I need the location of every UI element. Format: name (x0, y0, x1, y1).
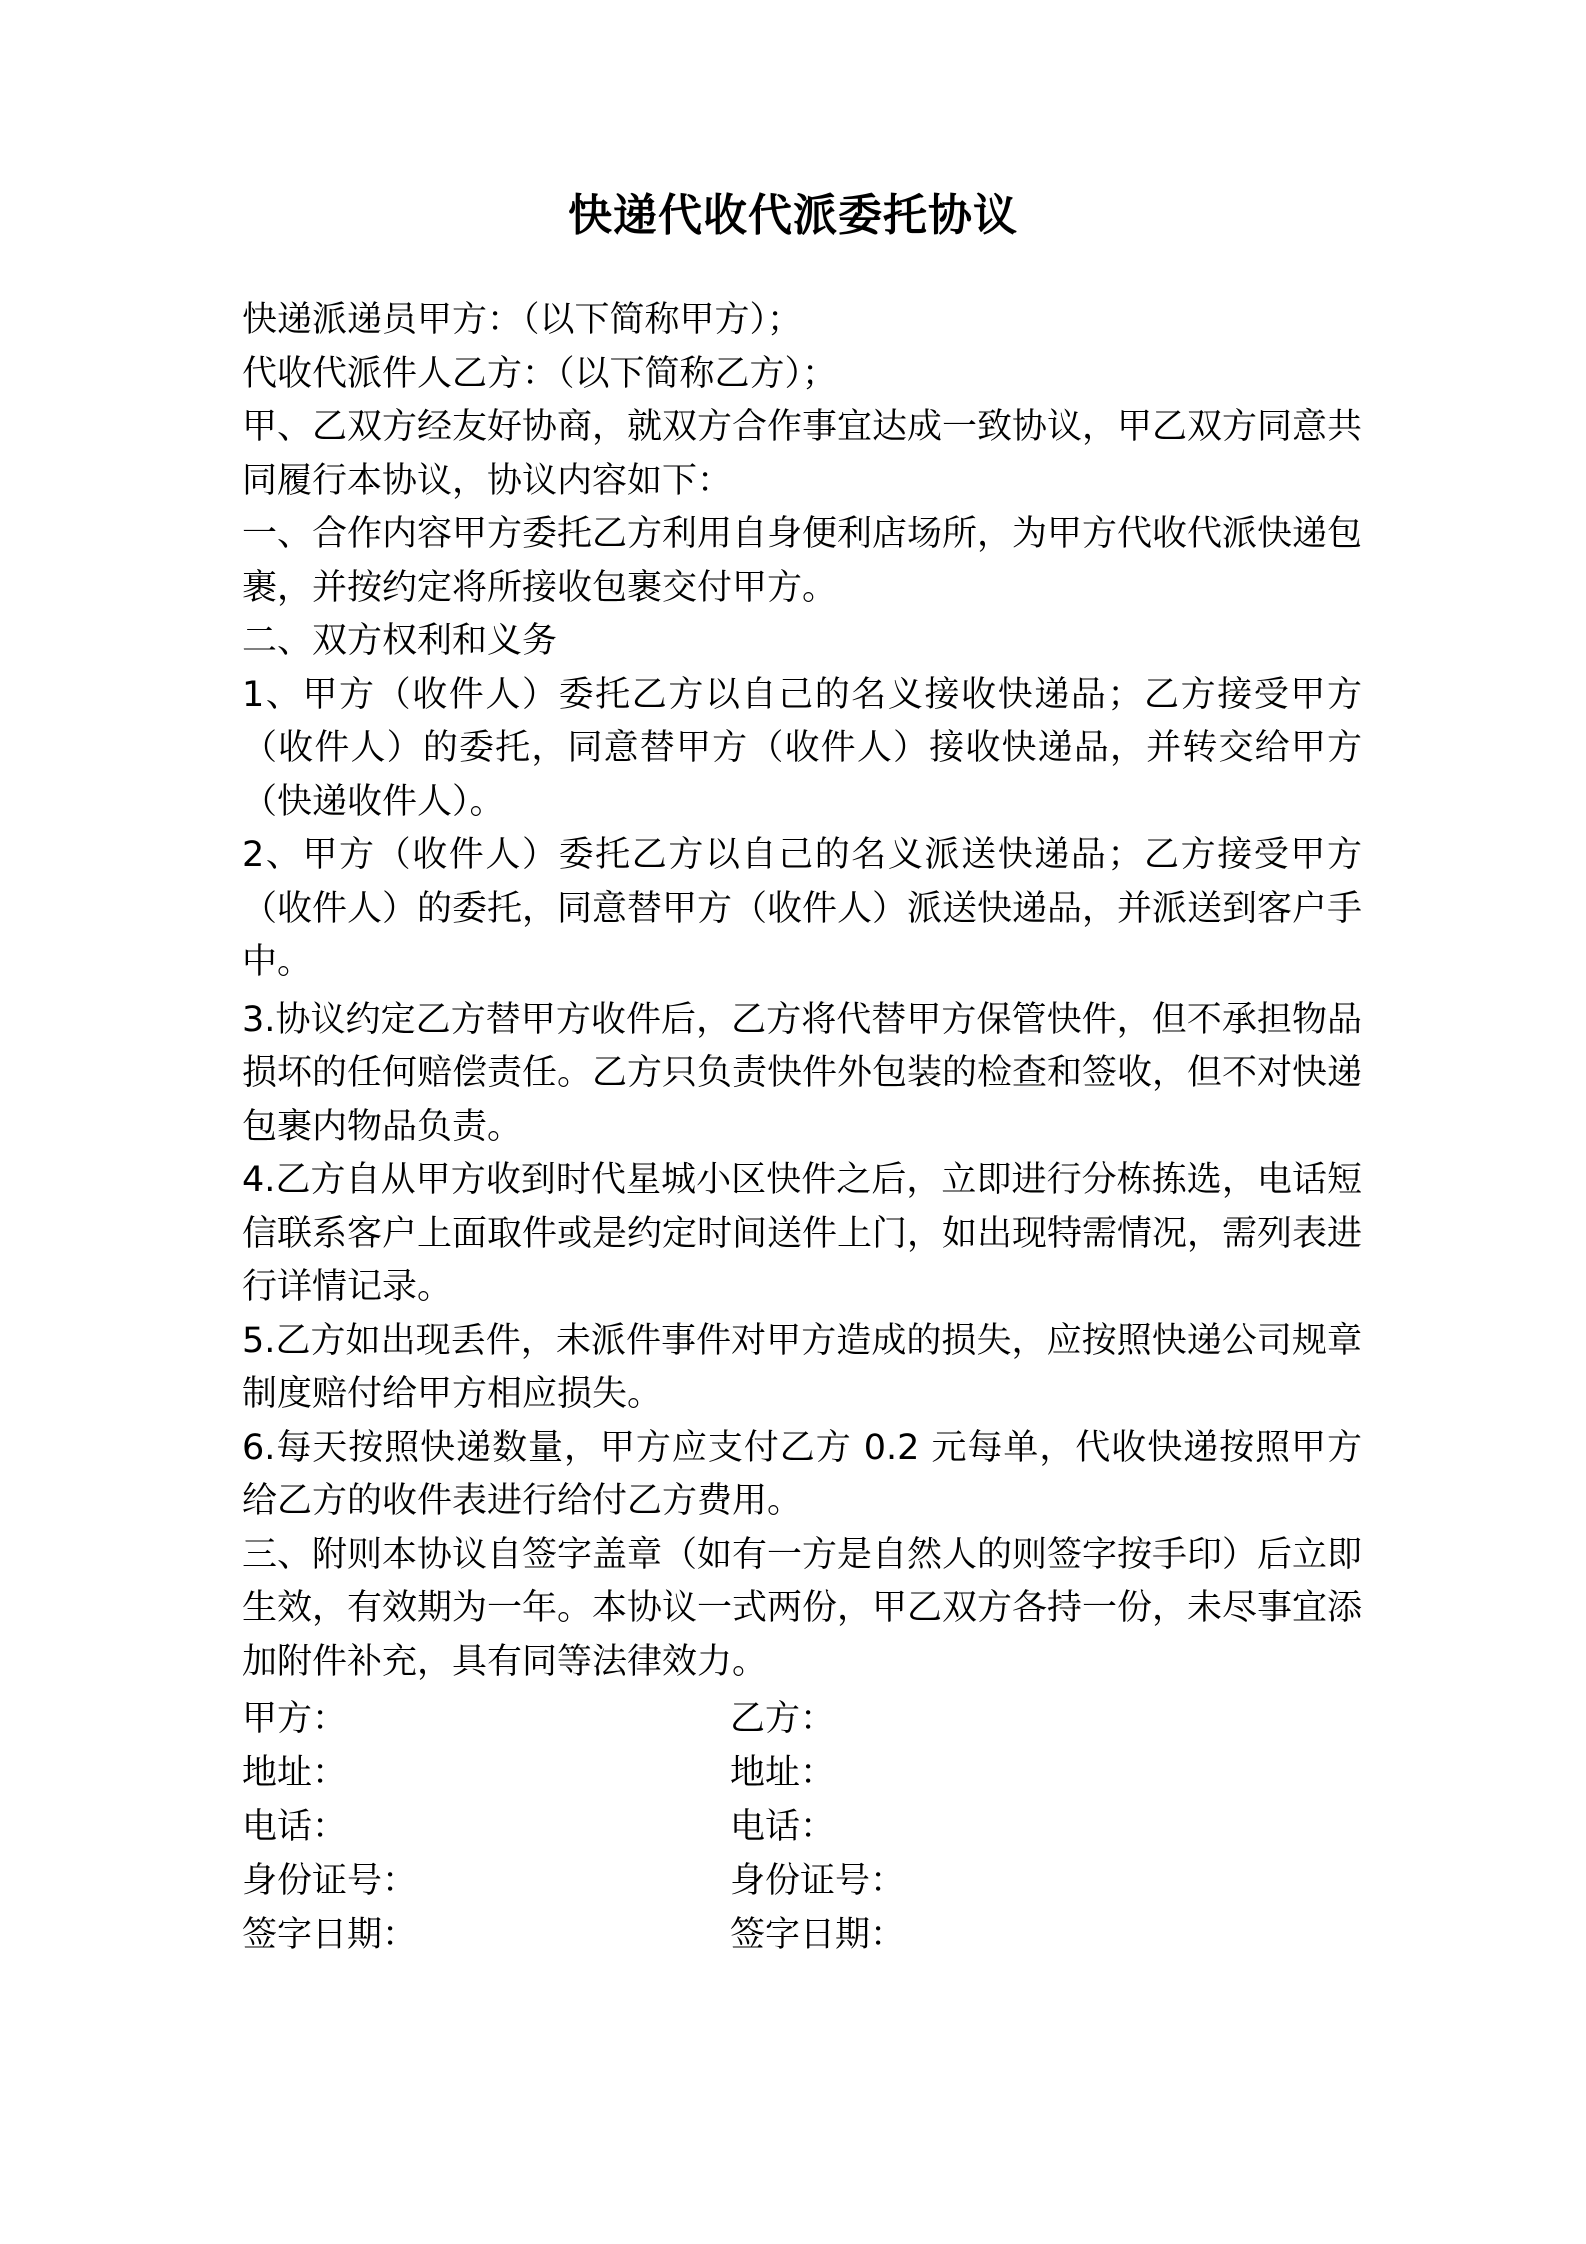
party-b-address-label: 地址： (730, 1753, 836, 1793)
signature-block (242, 1692, 1362, 1962)
party-a-date-label: 签字日期： (242, 1915, 418, 1955)
clause-2: 2、甲方（收件人）委托乙方以自己的名义派送快递品；乙方接受甲方（收件人）的委托，同意替甲方（收件人）派送快递品，并派送到客户手中。 (242, 835, 1363, 982)
party-b-id-label: 身份证号： (730, 1861, 906, 1901)
clause-6: 6.每天按照快递数量，甲方应支付乙方 0.2 元每单，代收快递按照甲方给乙方的收件表进行给付乙方费用。 (242, 1427, 1362, 1521)
document-title: 快递代收代派委托协议 (568, 190, 1018, 241)
party-a-intro: 快递派递员甲方：（以下简称甲方）； (242, 300, 803, 340)
signature-row-phone (242, 1800, 1362, 1854)
clause-3: 3.协议约定乙方替甲方收件后，乙方将代替甲方保管快件，但不承担物品损坏的任何赔偿责任。乙方只负责快件外包装的检查和签收，但不对快递包裹内物品负责。 (242, 999, 1363, 1147)
signature-row-id (242, 1854, 1362, 1908)
clause-4: 4.乙方自从甲方收到时代星城小区快件之后，立即进行分栋拣选，电话短信联系客户上面取件或是约定时间送件上门，如出现特需情况，需列表进行详情记录。 (242, 1160, 1363, 1307)
party-a-phone-label: 电话： (242, 1807, 348, 1847)
party-b-date-label: 签字日期： (730, 1915, 906, 1955)
party-a-label: 甲方： (242, 1699, 348, 1739)
party-a-id-label: 身份证号： (242, 1861, 418, 1901)
clause-1: 1、甲方（收件人）委托乙方以自己的名义接收快递品；乙方接受甲方（收件人）的委托，同意替甲方（收件人）接收快递品，并转交给甲方（快递收件人）。 (242, 674, 1362, 822)
agreement-body (242, 294, 1362, 1689)
party-a-address-label: 地址： (242, 1753, 348, 1793)
party-b-label: 乙方： (730, 1699, 836, 1739)
signature-row-date (242, 1908, 1362, 1962)
clause-5: 5.乙方如出现丢件，未派件事件对甲方造成的损失，应按照快递公司规章制度赔付给甲方相应损失。 (242, 1320, 1362, 1414)
section-cooperation: 一、合作内容甲方委托乙方利用自身便利店场所，为甲方代收代派快递包裹，并按约定将所接收包裹交付甲方。 (242, 514, 1363, 608)
preamble-paragraph: 甲、乙双方经友好协商，就双方合作事宜达成一致协议，甲乙双方同意共同履行本协议，协议内容如下： (242, 407, 1363, 501)
section-rights-heading: 二、双方权利和义务 (242, 621, 558, 661)
signature-row-address (242, 1746, 1362, 1800)
section-supplementary: 三、附则本协议自签字盖章（如有一方是自然人的则签字按手印）后立即生效，有效期为一年。本协议一式两份，甲乙双方各持一份，未尽事宜添加附件补充，具有同等法律效力。 (242, 1534, 1363, 1682)
party-b-intro: 代收代派件人乙方：（以下简称乙方）； (242, 353, 838, 394)
signature-row-party (242, 1692, 1362, 1746)
party-b-phone-label: 电话： (730, 1807, 836, 1847)
